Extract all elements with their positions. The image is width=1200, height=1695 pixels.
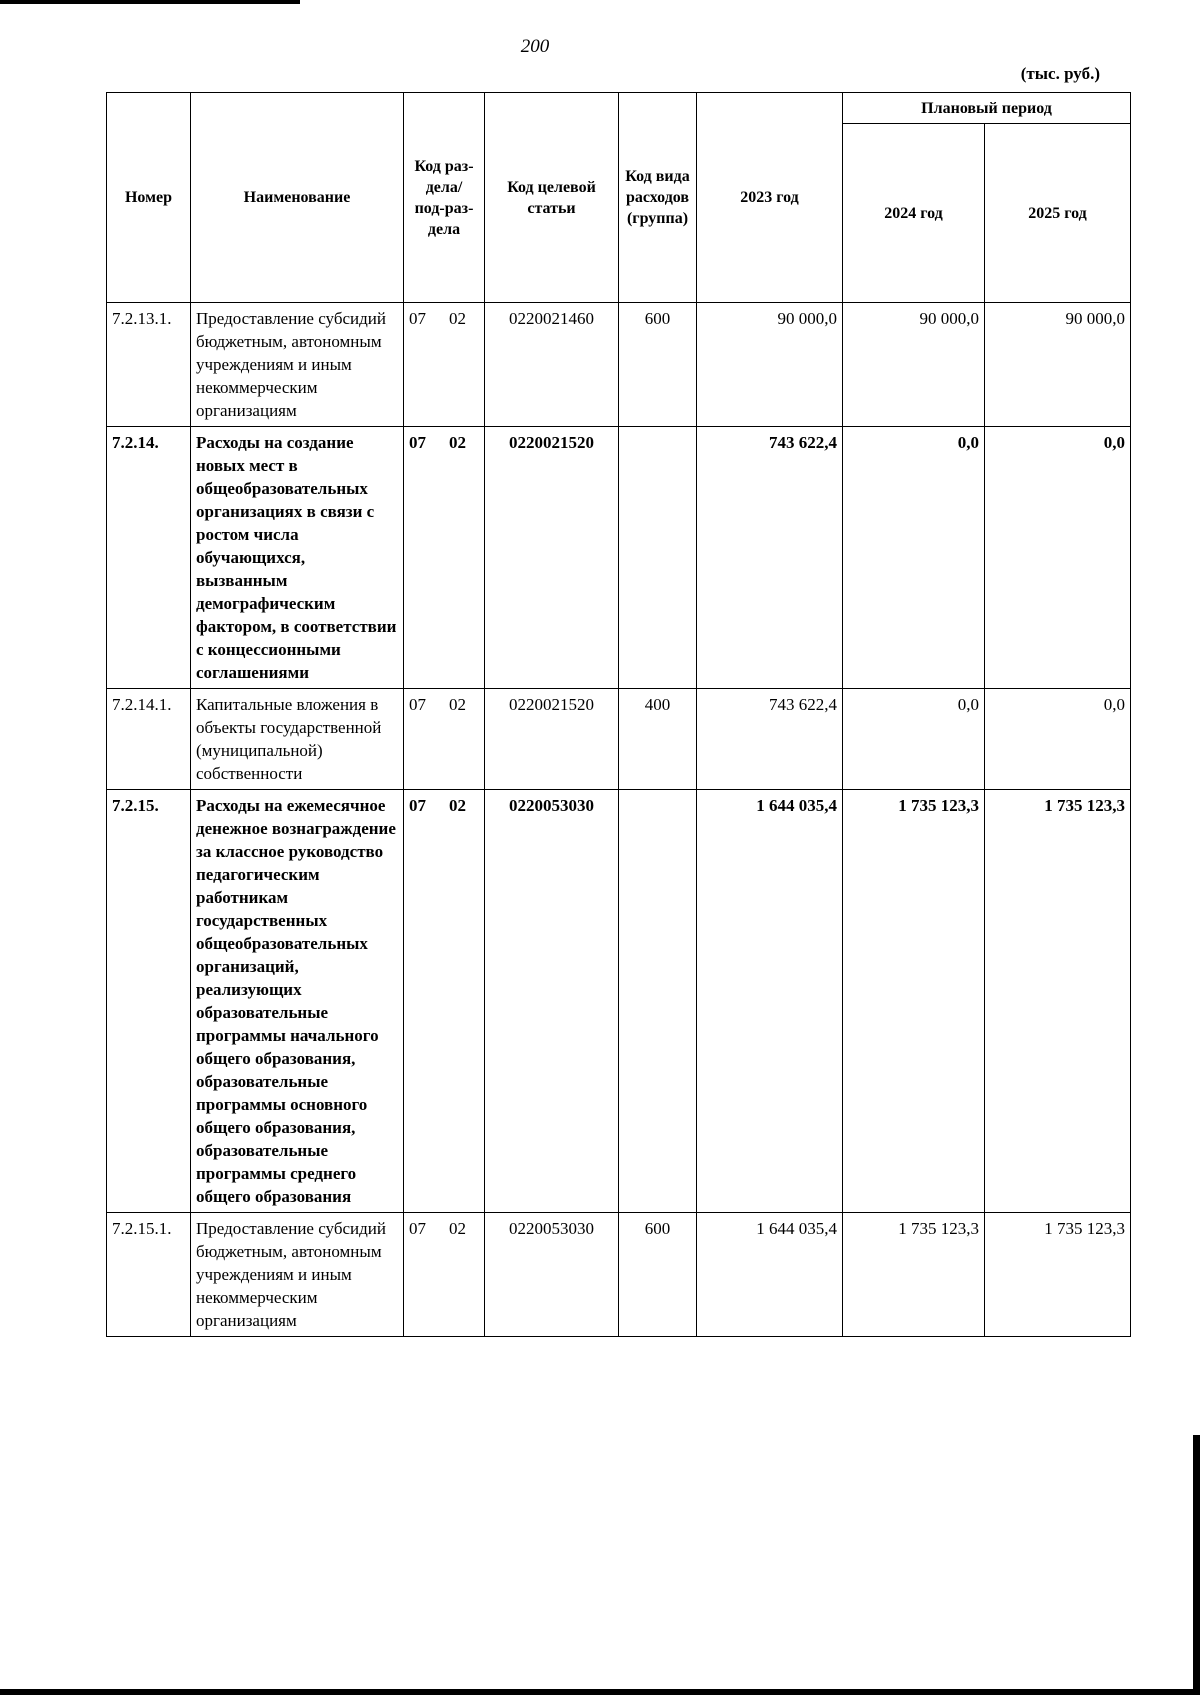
row-expense-type: 400: [619, 689, 697, 790]
scan-edge-bottom: [0, 1689, 1200, 1695]
row-2024: 90 000,0: [843, 303, 985, 427]
row-podrazdel: 02: [449, 796, 466, 815]
row-target-code: 0220021520: [485, 689, 619, 790]
row-razdel: 07: [409, 433, 426, 452]
row-podrazdel: 02: [449, 695, 466, 714]
header-row: [107, 93, 1131, 124]
row-razdel: 07: [409, 695, 426, 714]
row-2023: 743 622,4: [697, 689, 843, 790]
row-name: Расходы на создание новых мест в общеобразовательных организациях в связи с ростом числа обучающихся, вызванным демографическим фактором, в соответствии с концессионными соглашениями: [191, 427, 404, 689]
units-label: (тыс. руб.): [1020, 64, 1100, 83]
row-section-code: [404, 790, 485, 1213]
row-2023: 1 644 035,4: [697, 790, 843, 1213]
row-2025: 90 000,0: [985, 303, 1131, 427]
row-section-code: [404, 689, 485, 790]
header-year-2023: 2023 год: [697, 93, 843, 303]
header-planned-period: Плановый период: [843, 93, 1131, 124]
row-section-code: [404, 1213, 485, 1337]
row-number: 7.2.15.1.: [107, 1213, 191, 1337]
table-row: [107, 303, 1131, 427]
row-razdel: 07: [409, 796, 426, 815]
row-section-code: [404, 427, 485, 689]
row-name: Капитальные вложения в объекты государственной (муниципальной) собственности: [191, 689, 404, 790]
row-razdel: 07: [409, 1219, 426, 1238]
row-razdel: 07: [409, 309, 426, 328]
row-name: Предоставление субсидий бюджетным, автономным учреждениям и иным некоммерческим организациям: [191, 303, 404, 427]
row-target-code: 0220021460: [485, 303, 619, 427]
row-podrazdel: 02: [449, 433, 466, 452]
row-name: Предоставление субсидий бюджетным, автономным учреждениям и иным некоммерческим организациям: [191, 1213, 404, 1337]
table-row: [107, 1213, 1131, 1337]
row-2025: 1 735 123,3: [985, 1213, 1131, 1337]
row-name: Расходы на ежемесячное денежное вознаграждение за классное руководство педагогическим работникам государственных общеобразовательных организаций, реализующих образовательные программы начального общего образования, образовательные программы основного общего образования, образовательные программы среднего общего образования: [191, 790, 404, 1213]
row-number: 7.2.15.: [107, 790, 191, 1213]
scan-edge-top: [0, 0, 300, 4]
budget-table: [106, 92, 1131, 1337]
row-2024: 1 735 123,3: [843, 1213, 985, 1337]
row-2023: 90 000,0: [697, 303, 843, 427]
row-number: 7.2.13.1.: [107, 303, 191, 427]
row-podrazdel: 02: [449, 309, 466, 328]
row-2024: 1 735 123,3: [843, 790, 985, 1213]
header-year-2024: 2024 год: [843, 124, 985, 303]
row-2025: 0,0: [985, 427, 1131, 689]
row-expense-type: 600: [619, 1213, 697, 1337]
row-2025: 1 735 123,3: [985, 790, 1131, 1213]
row-2023: 743 622,4: [697, 427, 843, 689]
row-section-code: [404, 303, 485, 427]
header-section-code: Код раз-дела/ под-раз-дела: [404, 93, 485, 303]
table-row: [107, 427, 1131, 689]
header-year-2025: 2025 год: [985, 124, 1131, 303]
row-2024: 0,0: [843, 427, 985, 689]
row-2025: 0,0: [985, 689, 1131, 790]
header-name: Наименование: [191, 93, 404, 303]
row-expense-type: 600: [619, 303, 697, 427]
page-number: 200: [520, 36, 550, 57]
table-row: [107, 790, 1131, 1213]
table-row: [107, 689, 1131, 790]
row-expense-type: [619, 427, 697, 689]
header-target-code: Код целевой статьи: [485, 93, 619, 303]
row-podrazdel: 02: [449, 1219, 466, 1238]
row-target-code: 0220053030: [485, 1213, 619, 1337]
row-target-code: 0220053030: [485, 790, 619, 1213]
row-target-code: 0220021520: [485, 427, 619, 689]
header-number: Номер: [107, 93, 191, 303]
row-2023: 1 644 035,4: [697, 1213, 843, 1337]
row-number: 7.2.14.1.: [107, 689, 191, 790]
row-2024: 0,0: [843, 689, 985, 790]
row-expense-type: [619, 790, 697, 1213]
scan-edge-right: [1193, 1435, 1200, 1695]
header-expense-type: Код вида расходов (группа): [619, 93, 697, 303]
row-number: 7.2.14.: [107, 427, 191, 689]
